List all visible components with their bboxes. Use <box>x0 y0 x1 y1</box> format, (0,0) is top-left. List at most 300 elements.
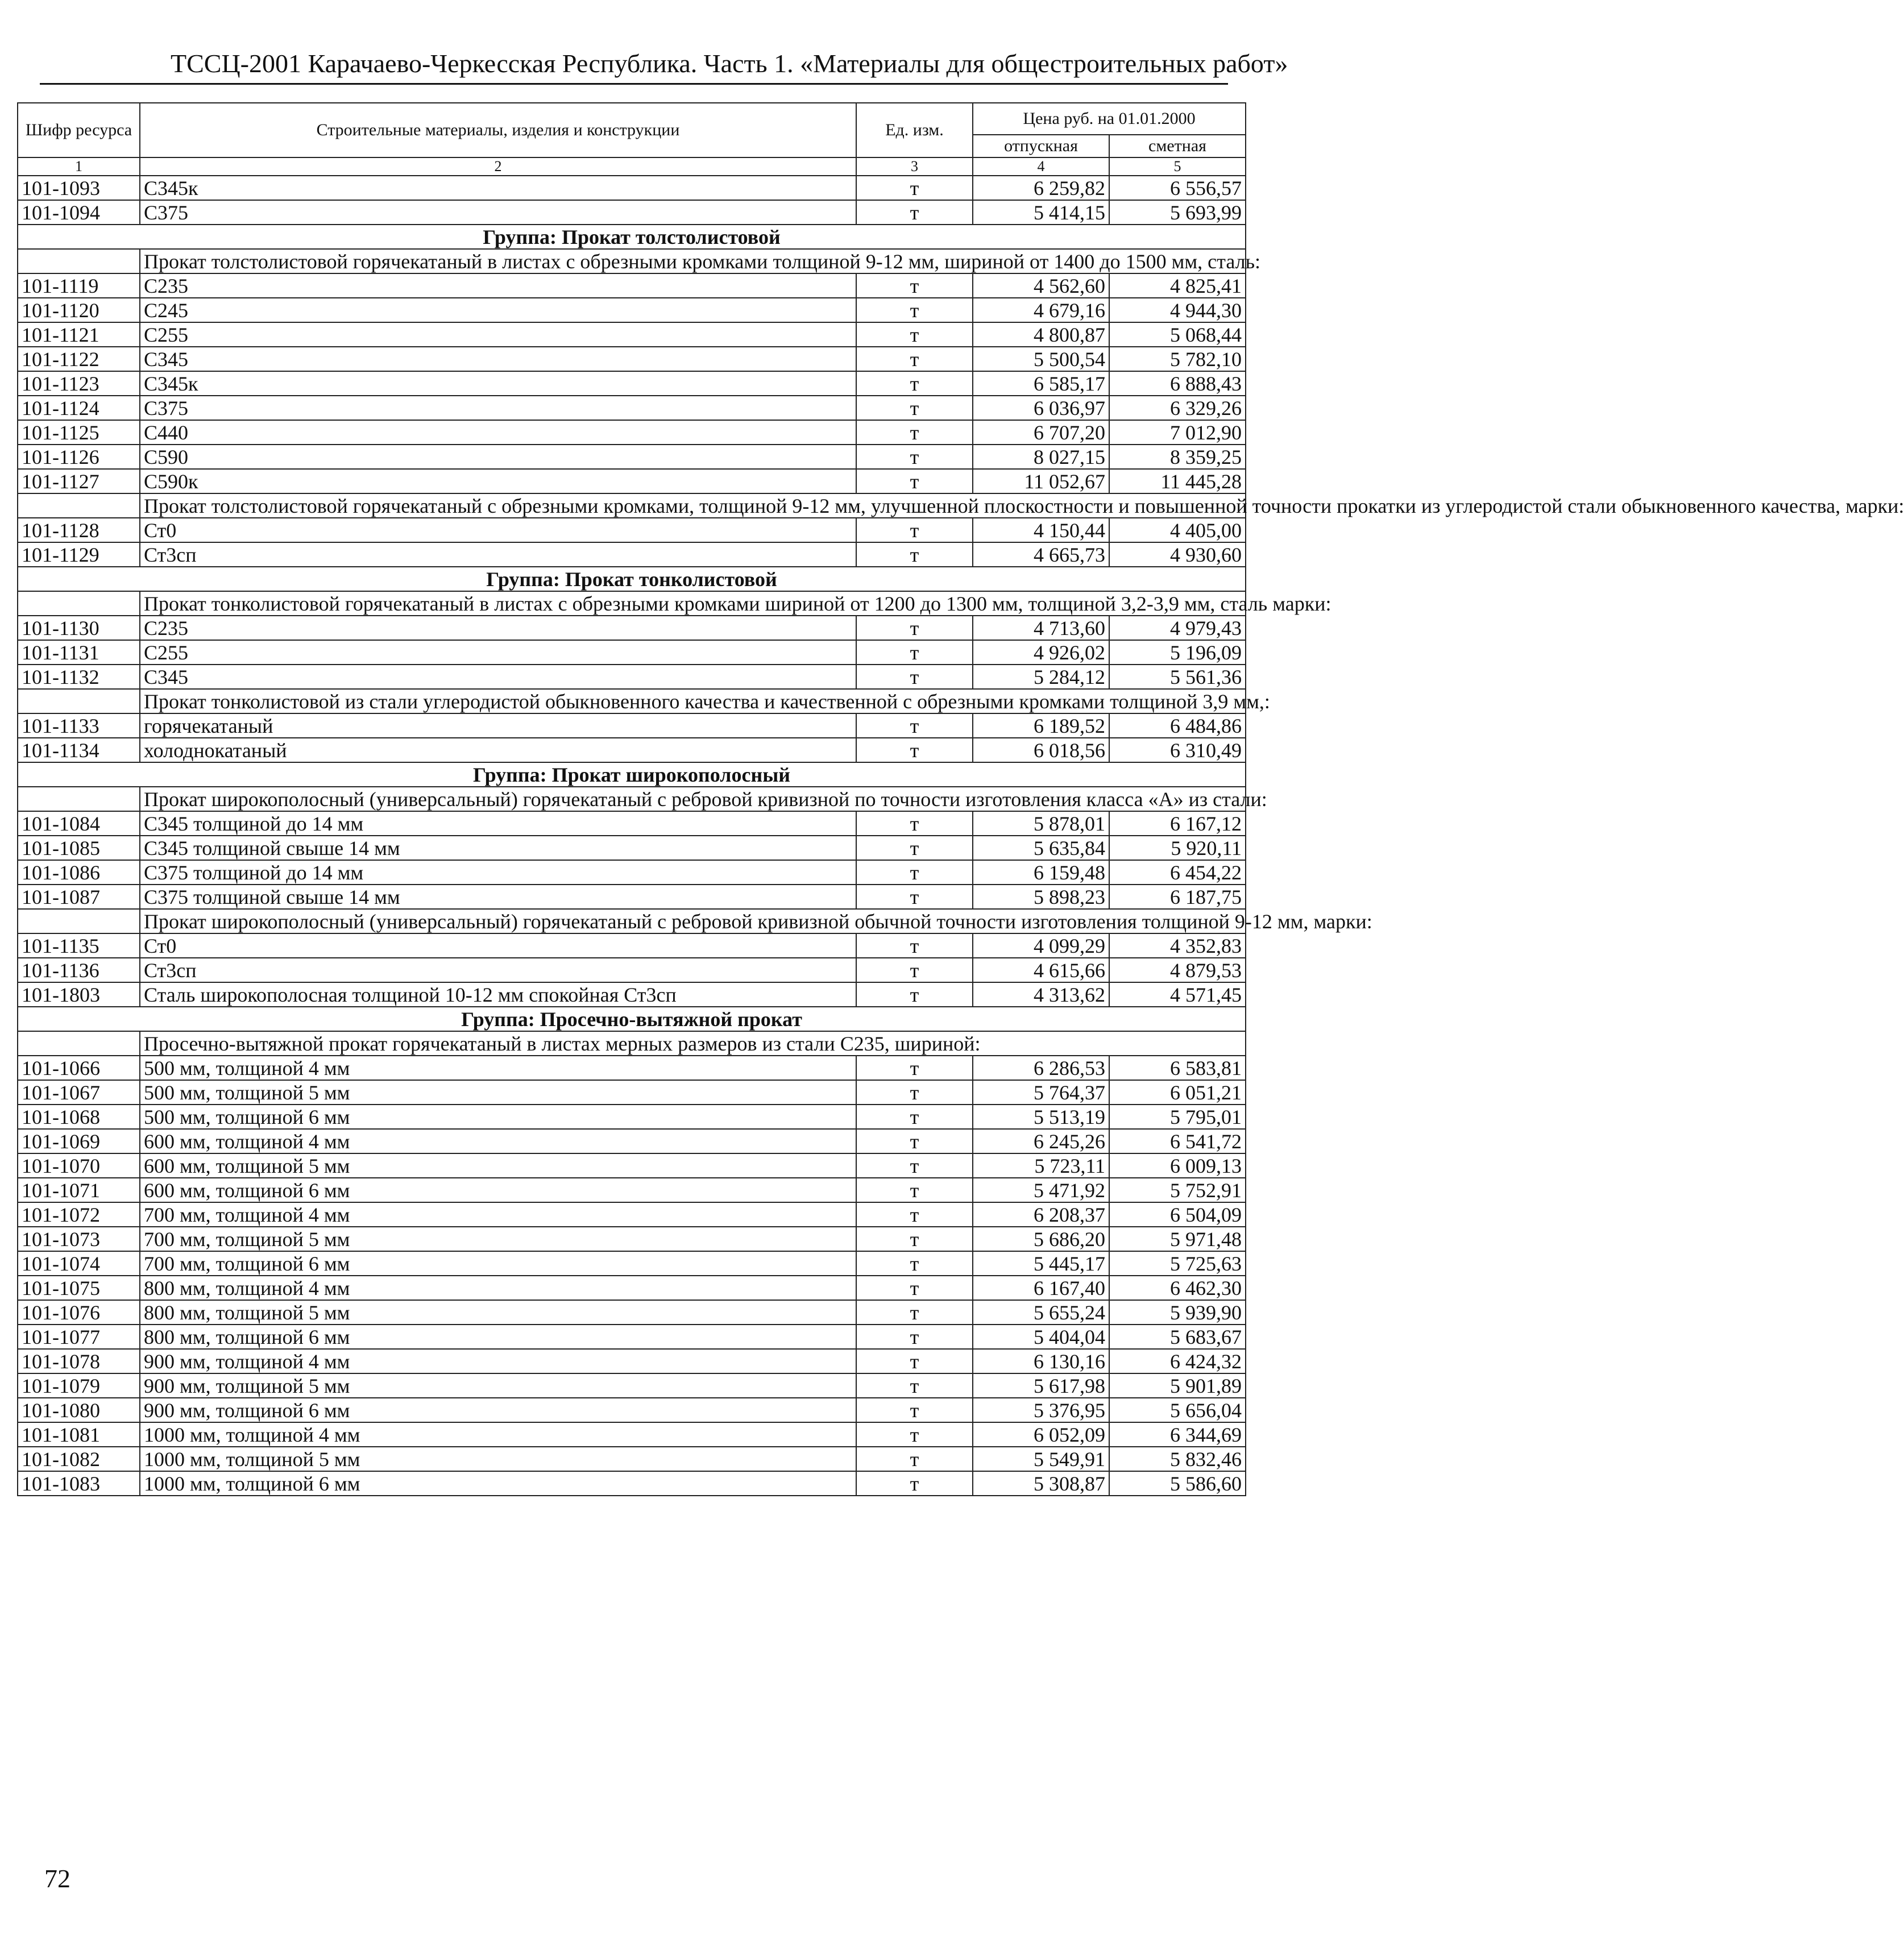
release-price-cell: 5 764,37 <box>973 1080 1109 1105</box>
release-price-cell: 6 036,97 <box>973 396 1109 420</box>
column-number: 3 <box>856 157 973 176</box>
table-row <box>18 958 1246 982</box>
group-heading: Группа: Прокат тонколистовой <box>18 567 1246 591</box>
description-row <box>18 909 1246 933</box>
material-name-cell: 700 мм, толщиной 4 мм <box>140 1202 856 1227</box>
material-name-cell: С255 <box>140 640 856 665</box>
group-heading: Группа: Прокат широкополосный <box>18 762 1246 787</box>
estimate-price-cell: 5 752,91 <box>1109 1178 1246 1202</box>
resource-code-cell: 101-1079 <box>18 1373 140 1398</box>
description-code-cell <box>18 493 140 518</box>
release-price-cell: 5 549,91 <box>973 1447 1109 1471</box>
release-price-cell: 4 562,60 <box>973 273 1109 298</box>
material-name-cell: С235 <box>140 616 856 640</box>
estimate-price-cell: 6 424,32 <box>1109 1349 1246 1373</box>
release-price-cell: 6 259,82 <box>973 176 1109 200</box>
page-number: 72 <box>44 1864 70 1893</box>
release-price-cell: 6 130,16 <box>973 1349 1109 1373</box>
resource-code-cell: 101-1124 <box>18 396 140 420</box>
resource-code-cell: 101-1080 <box>18 1398 140 1422</box>
unit-cell: т <box>856 1178 973 1202</box>
column-header-code: Шифр ресурса <box>18 103 140 157</box>
release-price-cell: 5 308,87 <box>973 1471 1109 1496</box>
unit-cell: т <box>856 1447 973 1471</box>
release-price-cell: 5 404,04 <box>973 1325 1109 1349</box>
estimate-price-cell: 6 454,22 <box>1109 860 1246 885</box>
release-price-cell: 4 150,44 <box>973 518 1109 542</box>
estimate-price-cell: 5 939,90 <box>1109 1300 1246 1325</box>
material-name-cell: 800 мм, толщиной 4 мм <box>140 1276 856 1300</box>
table-row <box>18 1251 1246 1276</box>
estimate-price-cell: 4 405,00 <box>1109 518 1246 542</box>
unit-cell: т <box>856 1153 973 1178</box>
material-name-cell: С375 толщиной свыше 14 мм <box>140 885 856 909</box>
group-heading-row <box>18 762 1246 787</box>
description-code-cell <box>18 249 140 273</box>
column-header-release: отпускная <box>973 135 1109 157</box>
release-price-cell: 5 376,95 <box>973 1398 1109 1422</box>
release-price-cell: 5 898,23 <box>973 885 1109 909</box>
material-name-cell: С345 толщиной свыше 14 мм <box>140 836 856 860</box>
resource-code-cell: 101-1132 <box>18 665 140 689</box>
estimate-price-cell: 6 329,26 <box>1109 396 1246 420</box>
release-price-cell: 4 615,66 <box>973 958 1109 982</box>
estimate-price-cell: 6 888,43 <box>1109 371 1246 396</box>
table-row <box>18 713 1246 738</box>
table-row <box>18 1471 1246 1496</box>
material-name-cell: С345к <box>140 371 856 396</box>
release-price-cell: 5 414,15 <box>973 200 1109 225</box>
column-header-unit: Ед. изм. <box>856 103 973 157</box>
material-name-cell: С375 <box>140 200 856 225</box>
unit-cell: т <box>856 542 973 567</box>
release-price-cell: 5 500,54 <box>973 347 1109 371</box>
unit-cell: т <box>856 1422 973 1447</box>
table-row <box>18 982 1246 1007</box>
estimate-price-cell: 4 571,45 <box>1109 982 1246 1007</box>
table-row <box>18 1349 1246 1373</box>
column-number-row <box>18 157 1246 176</box>
resource-code-cell: 101-1069 <box>18 1129 140 1153</box>
estimate-price-cell: 6 344,69 <box>1109 1422 1246 1447</box>
material-name-cell: 800 мм, толщиной 6 мм <box>140 1325 856 1349</box>
resource-code-cell: 101-1126 <box>18 445 140 469</box>
release-price-cell: 4 800,87 <box>973 322 1109 347</box>
unit-cell: т <box>856 1202 973 1227</box>
unit-cell: т <box>856 469 973 493</box>
unit-cell: т <box>856 298 973 322</box>
description-code-cell <box>18 591 140 616</box>
table-row <box>18 322 1246 347</box>
group-heading-row <box>18 1007 1246 1031</box>
material-name-cell: 1000 мм, толщиной 6 мм <box>140 1471 856 1496</box>
resource-code-cell: 101-1074 <box>18 1251 140 1276</box>
resource-code-cell: 101-1085 <box>18 836 140 860</box>
unit-cell: т <box>856 445 973 469</box>
estimate-price-cell: 5 586,60 <box>1109 1471 1246 1496</box>
release-price-cell: 6 018,56 <box>973 738 1109 762</box>
page-title: ТССЦ-2001 Карачаево-Черкесская Республика. Часть 1. «Материалы для общестроительных работ» <box>171 49 1288 78</box>
material-name-cell: 700 мм, толщиной 6 мм <box>140 1251 856 1276</box>
material-name-cell: 700 мм, толщиной 5 мм <box>140 1227 856 1251</box>
resource-code-cell: 101-1072 <box>18 1202 140 1227</box>
unit-cell: т <box>856 836 973 860</box>
estimate-price-cell: 5 068,44 <box>1109 322 1246 347</box>
resource-code-cell: 101-1094 <box>18 200 140 225</box>
material-name-cell: С255 <box>140 322 856 347</box>
unit-cell: т <box>856 1325 973 1349</box>
release-price-cell: 5 635,84 <box>973 836 1109 860</box>
release-price-cell: 6 052,09 <box>973 1422 1109 1447</box>
table-row <box>18 738 1246 762</box>
release-price-cell: 4 665,73 <box>973 542 1109 567</box>
description-row <box>18 591 1246 616</box>
table-row <box>18 1422 1246 1447</box>
column-header-price: Цена руб. на 01.01.2000 <box>973 103 1246 135</box>
table-row <box>18 1398 1246 1422</box>
table-row <box>18 1202 1246 1227</box>
estimate-price-cell: 5 693,99 <box>1109 200 1246 225</box>
table-row <box>18 616 1246 640</box>
table-row <box>18 1105 1246 1129</box>
resource-code-cell: 101-1075 <box>18 1276 140 1300</box>
material-name-cell: С345 <box>140 665 856 689</box>
header-row <box>18 103 1246 135</box>
resource-code-cell: 101-1070 <box>18 1153 140 1178</box>
description-code-cell <box>18 909 140 933</box>
material-name-cell: С375 толщиной до 14 мм <box>140 860 856 885</box>
estimate-price-cell: 5 832,46 <box>1109 1447 1246 1471</box>
unit-cell: т <box>856 982 973 1007</box>
estimate-price-cell: 6 187,75 <box>1109 885 1246 909</box>
resource-code-cell: 101-1127 <box>18 469 140 493</box>
group-heading: Группа: Прокат толстолистовой <box>18 225 1246 249</box>
resource-code-cell: 101-1129 <box>18 542 140 567</box>
description-code-cell <box>18 689 140 713</box>
material-name-cell: 900 мм, толщиной 6 мм <box>140 1398 856 1422</box>
resource-code-cell: 101-1123 <box>18 371 140 396</box>
resource-code-cell: 101-1083 <box>18 1471 140 1496</box>
release-price-cell: 6 286,53 <box>973 1056 1109 1080</box>
estimate-price-cell: 6 051,21 <box>1109 1080 1246 1105</box>
resource-code-cell: 101-1803 <box>18 982 140 1007</box>
group-heading-row <box>18 225 1246 249</box>
table-row <box>18 176 1246 200</box>
unit-cell: т <box>856 347 973 371</box>
unit-cell: т <box>856 616 973 640</box>
estimate-price-cell: 11 445,28 <box>1109 469 1246 493</box>
resource-code-cell: 101-1086 <box>18 860 140 885</box>
material-name-cell: 500 мм, толщиной 6 мм <box>140 1105 856 1129</box>
table-row <box>18 1276 1246 1300</box>
release-price-cell: 5 445,17 <box>973 1251 1109 1276</box>
resource-code-cell: 101-1087 <box>18 885 140 909</box>
material-name-cell: С375 <box>140 396 856 420</box>
release-price-cell: 4 099,29 <box>973 933 1109 958</box>
estimate-price-cell: 5 971,48 <box>1109 1227 1246 1251</box>
resource-code-cell: 101-1076 <box>18 1300 140 1325</box>
resource-code-cell: 101-1073 <box>18 1227 140 1251</box>
release-price-cell: 6 189,52 <box>973 713 1109 738</box>
resource-code-cell: 101-1119 <box>18 273 140 298</box>
material-name-cell: С590к <box>140 469 856 493</box>
table-row <box>18 1447 1246 1471</box>
estimate-price-cell: 4 930,60 <box>1109 542 1246 567</box>
column-number: 1 <box>18 157 140 176</box>
estimate-price-cell: 6 167,12 <box>1109 811 1246 836</box>
unit-cell: т <box>856 885 973 909</box>
resource-code-cell: 101-1134 <box>18 738 140 762</box>
release-price-cell: 4 313,62 <box>973 982 1109 1007</box>
material-name-cell: 1000 мм, толщиной 5 мм <box>140 1447 856 1471</box>
unit-cell: т <box>856 1471 973 1496</box>
description-text: Прокат толстолистовой горячекатаный с обрезными кромками, толщиной 9-12 мм, улучшенной плоскостности и повышенной точности прокатки из углеродистой стали обыкновенного качества, марки: <box>140 493 1246 518</box>
column-number: 4 <box>973 157 1109 176</box>
table-row <box>18 371 1246 396</box>
table-row <box>18 273 1246 298</box>
material-name-cell: С245 <box>140 298 856 322</box>
description-code-cell <box>18 1031 140 1056</box>
table-row <box>18 200 1246 225</box>
release-price-cell: 5 513,19 <box>973 1105 1109 1129</box>
release-price-cell: 11 052,67 <box>973 469 1109 493</box>
group-heading-row <box>18 567 1246 591</box>
table-row <box>18 396 1246 420</box>
table-row <box>18 665 1246 689</box>
release-price-cell: 4 713,60 <box>973 616 1109 640</box>
description-row <box>18 1031 1246 1056</box>
release-price-cell: 6 585,17 <box>973 371 1109 396</box>
resource-code-cell: 101-1071 <box>18 1178 140 1202</box>
resource-code-cell: 101-1125 <box>18 420 140 445</box>
release-price-cell: 5 723,11 <box>973 1153 1109 1178</box>
material-name-cell: 900 мм, толщиной 4 мм <box>140 1349 856 1373</box>
table-row <box>18 885 1246 909</box>
table-row <box>18 811 1246 836</box>
table-row <box>18 1373 1246 1398</box>
resource-code-cell: 101-1077 <box>18 1325 140 1349</box>
description-row <box>18 493 1246 518</box>
material-name-cell: С235 <box>140 273 856 298</box>
table-row <box>18 860 1246 885</box>
unit-cell: т <box>856 713 973 738</box>
release-price-cell: 5 686,20 <box>973 1227 1109 1251</box>
unit-cell: т <box>856 1080 973 1105</box>
material-name-cell: С345 толщиной до 14 мм <box>140 811 856 836</box>
column-number: 2 <box>140 157 856 176</box>
estimate-price-cell: 8 359,25 <box>1109 445 1246 469</box>
estimate-price-cell: 6 484,86 <box>1109 713 1246 738</box>
resource-code-cell: 101-1130 <box>18 616 140 640</box>
estimate-price-cell: 6 541,72 <box>1109 1129 1246 1153</box>
estimate-price-cell: 5 782,10 <box>1109 347 1246 371</box>
estimate-price-cell: 6 009,13 <box>1109 1153 1246 1178</box>
material-name-cell: 500 мм, толщиной 4 мм <box>140 1056 856 1080</box>
estimate-price-cell: 6 556,57 <box>1109 176 1246 200</box>
unit-cell: т <box>856 1056 973 1080</box>
unit-cell: т <box>856 665 973 689</box>
release-price-cell: 6 208,37 <box>973 1202 1109 1227</box>
resource-code-cell: 101-1133 <box>18 713 140 738</box>
table-row <box>18 1153 1246 1178</box>
release-price-cell: 4 926,02 <box>973 640 1109 665</box>
estimate-price-cell: 5 683,67 <box>1109 1325 1246 1349</box>
material-name-cell: Ст0 <box>140 933 856 958</box>
unit-cell: т <box>856 1276 973 1300</box>
estimate-price-cell: 6 310,49 <box>1109 738 1246 762</box>
table-row <box>18 1080 1246 1105</box>
description-text: Прокат широкополосный (универсальный) горячекатаный с ребровой кривизной по точности изготовления класса «А» из стали: <box>140 787 1246 811</box>
resource-code-cell: 101-1081 <box>18 1422 140 1447</box>
estimate-price-cell: 4 825,41 <box>1109 273 1246 298</box>
material-name-cell: холоднокатаный <box>140 738 856 762</box>
unit-cell: т <box>856 200 973 225</box>
unit-cell: т <box>856 1398 973 1422</box>
release-price-cell: 5 878,01 <box>973 811 1109 836</box>
unit-cell: т <box>856 518 973 542</box>
unit-cell: т <box>856 1373 973 1398</box>
unit-cell: т <box>856 396 973 420</box>
table-row <box>18 1325 1246 1349</box>
unit-cell: т <box>856 273 973 298</box>
release-price-cell: 6 159,48 <box>973 860 1109 885</box>
unit-cell: т <box>856 1349 973 1373</box>
title-rule <box>40 83 1228 85</box>
description-text: Прокат широкополосный (универсальный) горячекатаный с ребровой кривизной обычной точности изготовления толщиной 9-12 мм, марки: <box>140 909 1246 933</box>
description-row <box>18 249 1246 273</box>
description-text: Просечно-вытяжной прокат горячекатаный в листах мерных размеров из стали С235, шириной: <box>140 1031 1246 1056</box>
description-row <box>18 689 1246 713</box>
estimate-price-cell: 6 462,30 <box>1109 1276 1246 1300</box>
table-row <box>18 445 1246 469</box>
resource-code-cell: 101-1093 <box>18 176 140 200</box>
estimate-price-cell: 7 012,90 <box>1109 420 1246 445</box>
unit-cell: т <box>856 640 973 665</box>
estimate-price-cell: 6 583,81 <box>1109 1056 1246 1080</box>
table-row <box>18 1178 1246 1202</box>
unit-cell: т <box>856 1105 973 1129</box>
unit-cell: т <box>856 1251 973 1276</box>
material-name-cell: 600 мм, толщиной 6 мм <box>140 1178 856 1202</box>
resource-code-cell: 101-1066 <box>18 1056 140 1080</box>
description-text: Прокат тонколистовой горячекатаный в листах с обрезными кромками шириной от 1200 до 1300 мм, толщиной 3,2-3,9 мм, сталь марки: <box>140 591 1246 616</box>
table-row <box>18 1300 1246 1325</box>
table-row <box>18 469 1246 493</box>
estimate-price-cell: 5 725,63 <box>1109 1251 1246 1276</box>
release-price-cell: 6 707,20 <box>973 420 1109 445</box>
unit-cell: т <box>856 860 973 885</box>
table-row <box>18 640 1246 665</box>
table-row <box>18 542 1246 567</box>
description-text: Прокат толстолистовой горячекатаный в листах с обрезными кромками толщиной 9-12 мм, шириной от 1400 до 1500 мм, сталь: <box>140 249 1246 273</box>
resource-code-cell: 101-1067 <box>18 1080 140 1105</box>
estimate-price-cell: 5 561,36 <box>1109 665 1246 689</box>
estimate-price-cell: 4 879,53 <box>1109 958 1246 982</box>
material-name-cell: Сталь широкополосная толщиной 10-12 мм спокойная Ст3сп <box>140 982 856 1007</box>
unit-cell: т <box>856 420 973 445</box>
table-row <box>18 298 1246 322</box>
estimate-price-cell: 5 196,09 <box>1109 640 1246 665</box>
estimate-price-cell: 6 504,09 <box>1109 1202 1246 1227</box>
table-row <box>18 518 1246 542</box>
resource-code-cell: 101-1068 <box>18 1105 140 1129</box>
release-price-cell: 5 284,12 <box>973 665 1109 689</box>
resource-code-cell: 101-1078 <box>18 1349 140 1373</box>
table-row <box>18 420 1246 445</box>
release-price-cell: 5 617,98 <box>973 1373 1109 1398</box>
group-heading: Группа: Просечно-вытяжной прокат <box>18 1007 1246 1031</box>
table-row <box>18 933 1246 958</box>
table-row <box>18 1227 1246 1251</box>
material-name-cell: С345 <box>140 347 856 371</box>
material-name-cell: 900 мм, толщиной 5 мм <box>140 1373 856 1398</box>
material-name-cell: горячекатаный <box>140 713 856 738</box>
material-name-cell: Ст0 <box>140 518 856 542</box>
description-code-cell <box>18 787 140 811</box>
release-price-cell: 6 167,40 <box>973 1276 1109 1300</box>
estimate-price-cell: 4 979,43 <box>1109 616 1246 640</box>
resource-code-cell: 101-1084 <box>18 811 140 836</box>
resource-code-cell: 101-1128 <box>18 518 140 542</box>
material-name-cell: С440 <box>140 420 856 445</box>
material-name-cell: 600 мм, толщиной 4 мм <box>140 1129 856 1153</box>
unit-cell: т <box>856 322 973 347</box>
material-name-cell: С590 <box>140 445 856 469</box>
release-price-cell: 4 679,16 <box>973 298 1109 322</box>
table-row <box>18 836 1246 860</box>
release-price-cell: 6 245,26 <box>973 1129 1109 1153</box>
column-header-name: Строительные материалы, изделия и конструкции <box>140 103 856 157</box>
estimate-price-cell: 5 920,11 <box>1109 836 1246 860</box>
unit-cell: т <box>856 176 973 200</box>
release-price-cell: 5 655,24 <box>973 1300 1109 1325</box>
material-name-cell: Ст3сп <box>140 958 856 982</box>
table-row <box>18 1056 1246 1080</box>
release-price-cell: 5 471,92 <box>973 1178 1109 1202</box>
material-name-cell: 800 мм, толщиной 5 мм <box>140 1300 856 1325</box>
estimate-price-cell: 4 944,30 <box>1109 298 1246 322</box>
unit-cell: т <box>856 1300 973 1325</box>
unit-cell: т <box>856 371 973 396</box>
resource-code-cell: 101-1131 <box>18 640 140 665</box>
unit-cell: т <box>856 933 973 958</box>
material-name-cell: 500 мм, толщиной 5 мм <box>140 1080 856 1105</box>
unit-cell: т <box>856 958 973 982</box>
resource-code-cell: 101-1135 <box>18 933 140 958</box>
price-table <box>17 102 1904 1496</box>
unit-cell: т <box>856 1227 973 1251</box>
material-name-cell: 600 мм, толщиной 5 мм <box>140 1153 856 1178</box>
description-row <box>18 787 1246 811</box>
estimate-price-cell: 5 795,01 <box>1109 1105 1246 1129</box>
estimate-price-cell: 5 656,04 <box>1109 1398 1246 1422</box>
estimate-price-cell: 5 901,89 <box>1109 1373 1246 1398</box>
resource-code-cell: 101-1121 <box>18 322 140 347</box>
resource-code-cell: 101-1082 <box>18 1447 140 1471</box>
release-price-cell: 8 027,15 <box>973 445 1109 469</box>
material-name-cell: С345к <box>140 176 856 200</box>
column-number: 5 <box>1109 157 1246 176</box>
resource-code-cell: 101-1136 <box>18 958 140 982</box>
unit-cell: т <box>856 1129 973 1153</box>
unit-cell: т <box>856 811 973 836</box>
resource-code-cell: 101-1122 <box>18 347 140 371</box>
table-row <box>18 347 1246 371</box>
estimate-price-cell: 4 352,83 <box>1109 933 1246 958</box>
material-name-cell: Ст3сп <box>140 542 856 567</box>
resource-code-cell: 101-1120 <box>18 298 140 322</box>
material-name-cell: 1000 мм, толщиной 4 мм <box>140 1422 856 1447</box>
